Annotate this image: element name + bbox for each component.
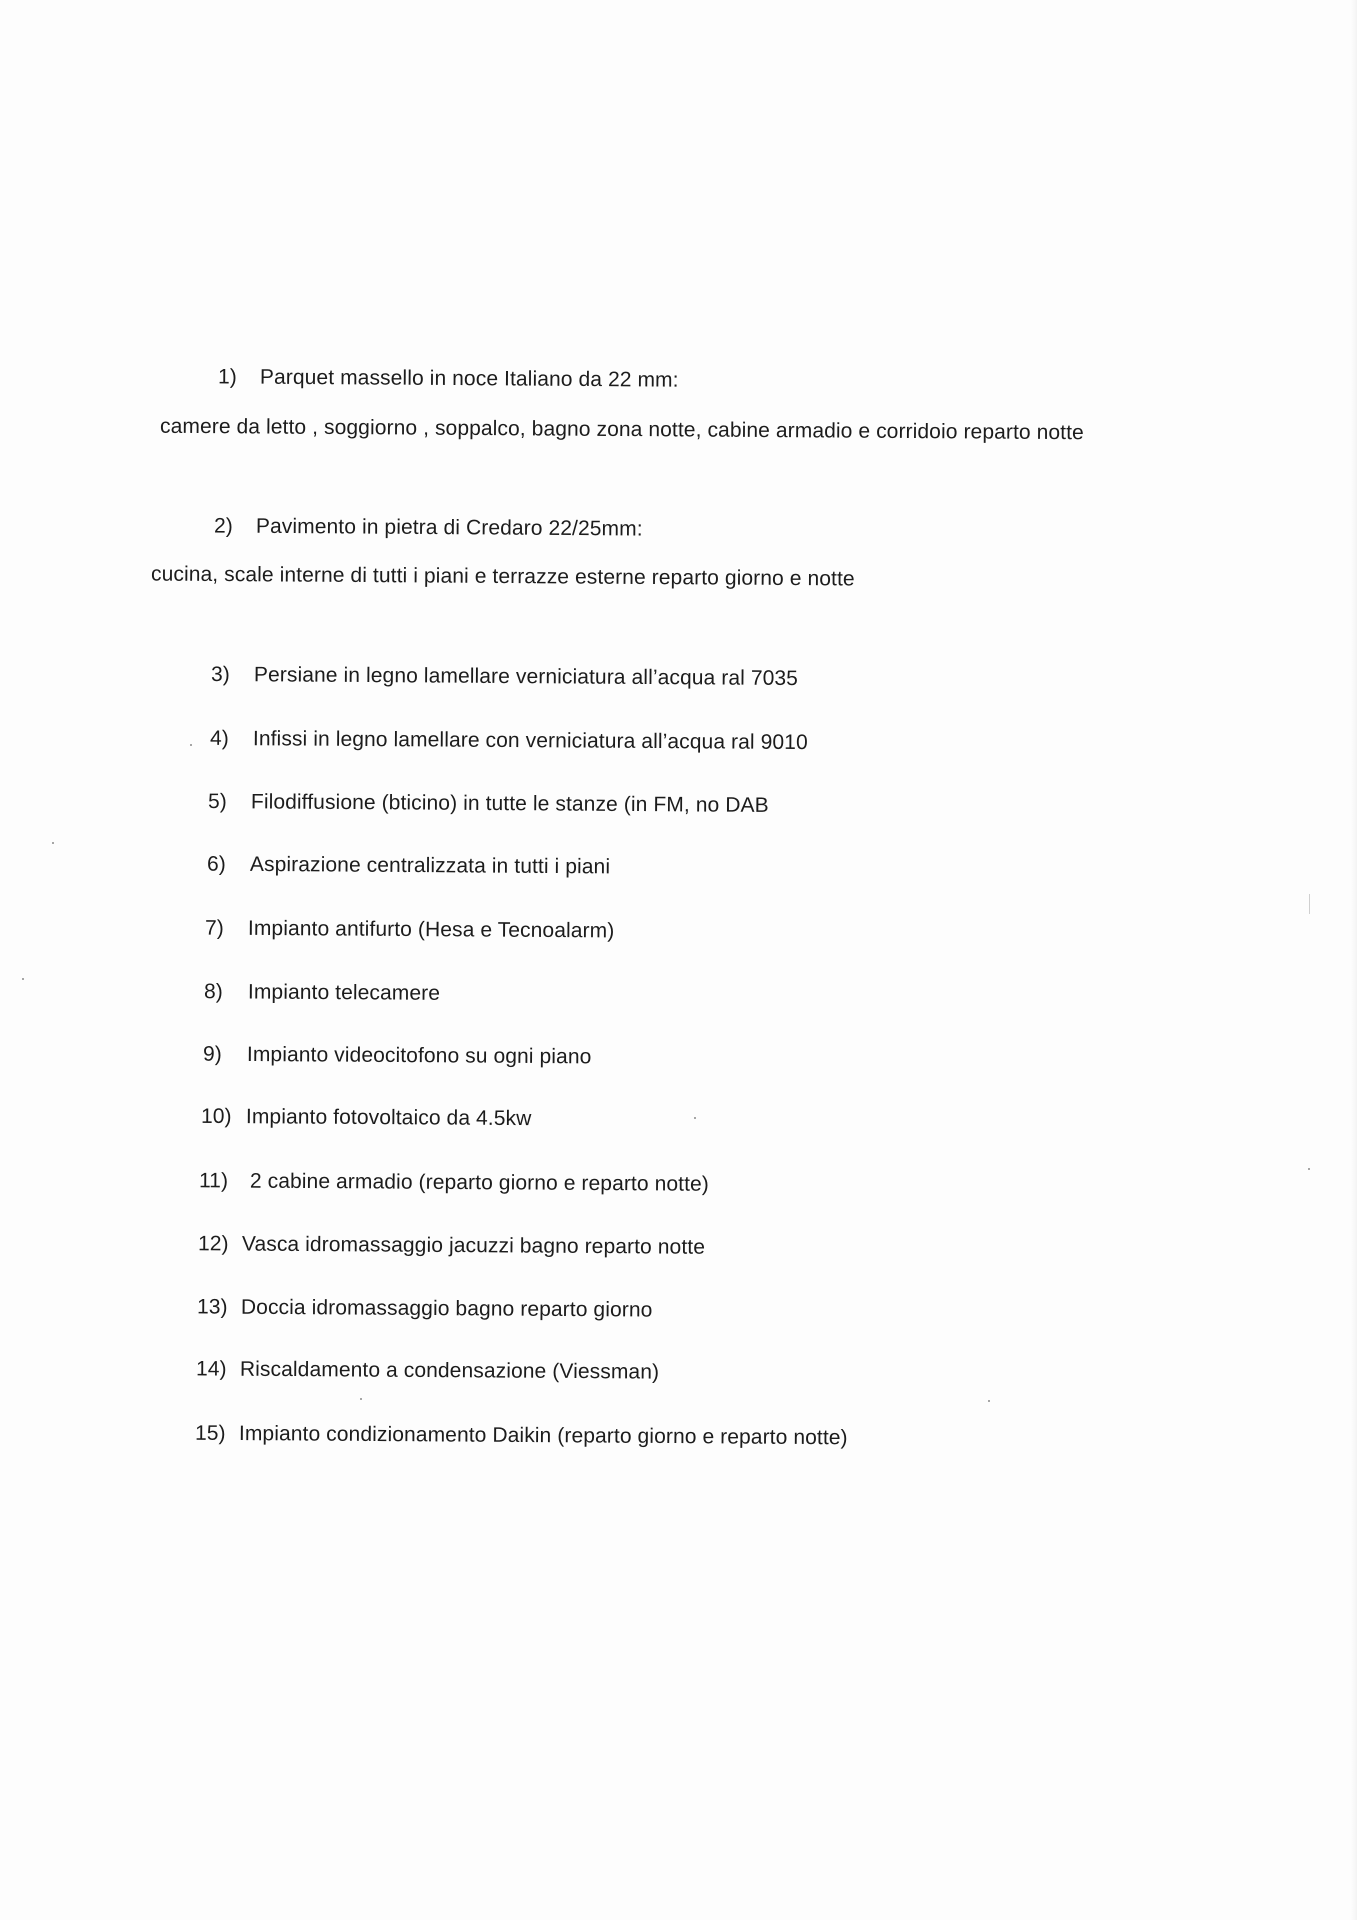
list-item-14: [196, 1356, 659, 1385]
item-number: 2): [213, 514, 233, 538]
item-text: Impianto videocitofono su ogni piano: [246, 1042, 592, 1069]
scan-speck: [694, 1117, 696, 1119]
item-number: 9): [202, 1042, 222, 1066]
scan-speck: [1308, 1168, 1310, 1170]
scan-speck: [988, 1400, 990, 1402]
item-text: 2 cabine armadio (reparto giorno e reparto notte): [249, 1169, 710, 1196]
item-text: Riscaldamento a condensazione (Viessman): [239, 1357, 660, 1384]
item-text: cucina, scale interne di tutti i piani e terrazze esterne reparto giorno e notte: [150, 562, 855, 591]
item-text: Parquet massello in noce Italiano da 22 mm:: [259, 365, 679, 392]
item-number: 7): [204, 916, 224, 940]
list-item-3: [211, 662, 798, 692]
item-text: camere da letto , soggiorno , soppalco, bagno zona notte, cabine armadio e corridoio reparto notte: [159, 414, 1084, 445]
item-text: Persiane in legno lamellare verniciatura all’acqua ral 7035: [253, 663, 799, 691]
list-item-4: [210, 726, 808, 756]
item-number: 15): [194, 1421, 226, 1445]
list-item-9: [203, 1042, 592, 1071]
list-item-15: [195, 1421, 848, 1452]
scan-edge-shadow: [1351, 0, 1357, 1920]
item-text: Infissi in legno lamellare con verniciatura all’acqua ral 9010: [252, 727, 808, 755]
item-text: Vasca idromassaggio jacuzzi bagno reparto notte: [241, 1232, 706, 1259]
list-item-6: [207, 852, 610, 881]
list-item-11: [199, 1168, 709, 1198]
list-item-10: [201, 1104, 532, 1132]
scan-speck: [1309, 894, 1310, 914]
item-number: 1): [217, 365, 237, 389]
item-text: Pavimento in pietra di Credaro 22/25mm:: [255, 514, 643, 541]
item-number: 3): [210, 662, 230, 687]
item-text: Impianto telecamere: [247, 980, 441, 1005]
item-number: 13): [196, 1295, 228, 1319]
item-number: 4): [209, 726, 229, 751]
item-text: Filodiffusione (bticino) in tutte le stanze (in FM, no DAB: [250, 790, 769, 817]
item-text: Impianto antifurto (Hesa e Tecnoalarm): [247, 916, 615, 943]
scan-speck: [52, 842, 54, 844]
scan-speck: [22, 978, 24, 980]
item-number: 6): [206, 852, 226, 876]
list-item-8: [204, 979, 440, 1007]
list-item-12: [198, 1231, 705, 1261]
list-item-2-detail: [151, 562, 855, 593]
list-item-1: [218, 364, 679, 393]
item-text: Impianto condizionamento Daikin (reparto giorno e reparto notte): [238, 1422, 848, 1450]
item-number: 12): [197, 1232, 229, 1256]
list-item-7: [205, 916, 615, 945]
item-text: Impianto fotovoltaico da 4.5kw: [245, 1105, 532, 1131]
item-number: 5): [207, 790, 227, 814]
item-text: Doccia idromassaggio bagno reparto giorno: [240, 1295, 653, 1322]
item-number: 8): [203, 980, 223, 1004]
list-item-1-detail: [160, 414, 1084, 446]
scan-speck: [190, 744, 192, 746]
item-number: 11): [198, 1169, 229, 1193]
list-item-2: [214, 514, 643, 543]
scan-speck: [360, 1398, 362, 1400]
item-text: Aspirazione centralizzata in tutti i piani: [249, 852, 611, 879]
item-number: 14): [195, 1357, 227, 1381]
item-number: 10): [200, 1104, 232, 1129]
list-item-13: [197, 1294, 653, 1323]
list-item-5: [208, 789, 769, 819]
